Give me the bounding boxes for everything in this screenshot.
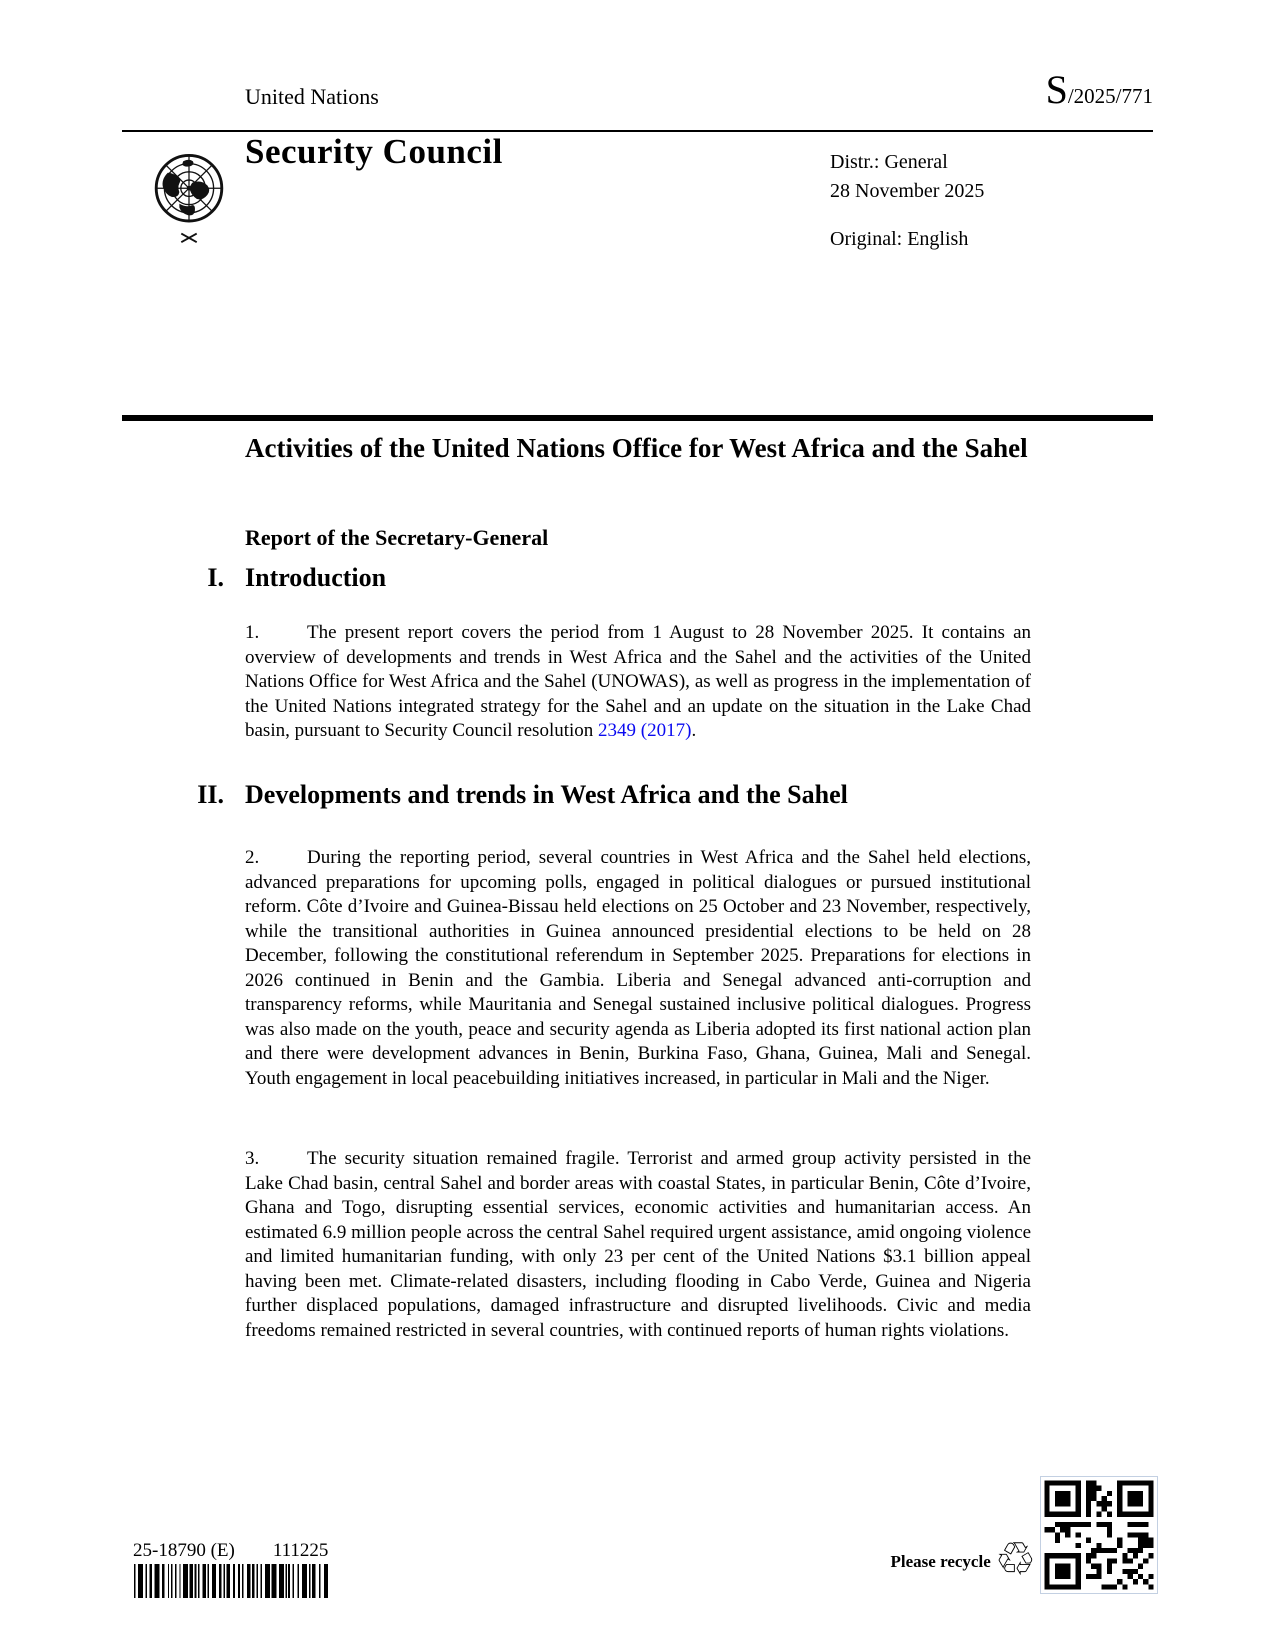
paragraph-1 [245,621,1031,744]
section-heading-developments [188,779,848,811]
recycle-icon: ♲ [994,1532,1036,1586]
please-recycle-label: Please recycle [890,1552,991,1571]
title-rule [122,415,1153,421]
document-subtitle: Report of the Secretary-General [245,525,549,550]
paragraph-text: The security situation remained fragile. Terrorist and armed group activity persisted in the Lake Chad basin, central Sahel and border areas with coastal States, in particular Benin, Côte d’Ivoire, Ghana and Togo, disrupting essential services, economic activities and humanitarian access. An estimated 6.9 million people across the central Sahel required urgent assistance, amid ongoing violence and limited humanitarian funding, with only 23 per cent of the United Nations $3.1 billion appeal having been met. Climate-related disasters, including flooding in Cabo Verde, Guinea and Nigeria further displaced populations, damaged infrastructure and disrupted livelihoods. Civic and media freedoms remained restricted in several countries, with continued reports of human rights violations. [245,1148,1031,1341]
section-heading-label: Introduction [245,563,387,592]
paragraph-number: 2. [245,847,260,868]
organ-name: Security Council [245,132,503,171]
paragraph-text: The present report covers the period from 1 August to 28 November 2025. It contains an overview of developments and trends in West Africa and the Sahel and the activities of the United Nations Office for West Africa and the Sahel (UNOWAS), as well as progress in the implementation of the United Nations integrated strategy for the Sahel and an update on the situation in the Lake Chad basin, pursuant to Security Council resolution [245,622,1031,741]
qr-code-icon [1040,1476,1158,1594]
document-symbol [1046,66,1153,113]
org-name: United Nations [245,84,379,109]
section-heading-label: Developments and trends in West Africa and the Sahel [245,780,848,809]
paragraph-3 [245,1147,1031,1343]
job-number: 25-18790 (E) [133,1540,235,1561]
un-emblem-icon [129,140,249,248]
document-title: Activities of the United Nations Office for West Africa and the Sahel [245,433,1028,463]
barcode-icon [133,1564,335,1603]
resolution-link[interactable]: 2349 (2017) [598,720,692,741]
document-symbol-suffix: /2025/771 [1067,84,1153,108]
job-date-code: 111225 [272,1540,329,1561]
date-line: 28 November 2025 [830,180,985,202]
original-language-line: Original: English [830,228,969,250]
distr-line: Distr.: General [830,151,948,173]
section-numeral: I. [207,563,224,592]
paragraph-text: During the reporting period, several countries in West Africa and the Sahel held elections, advanced preparations for upcoming polls, engaged in political dialogues or pursued institutional reform. Côte d’Ivoire and Guinea-Bissau held elections on 25 October and 23 November, respectively, while the transitional authorities in Guinea announced presidential elections to be held on 28 December, following the constitutional referendum in September 2025. Preparations for elections in 2026 continued in Benin and the Gambia. Liberia and Senegal advanced anti-corruption and transparency reforms, while Mauritania and Senegal sustained inclusive political dialogues. Progress was also made on the youth, peace and security agenda as Liberia adopted its first national action plan and there were development advances in Benin, Burkina Faso, Ghana, Guinea, Mali and Senegal. Youth engagement in local peacebuilding initiatives increased, in particular in Mali and the Niger. [245,847,1031,1089]
paragraph-number: 3. [245,1148,260,1169]
paragraph-number: 1. [245,622,260,643]
section-heading-introduction [188,562,386,594]
section-numeral: II. [197,780,224,809]
document-symbol-prefix: S [1045,67,1068,112]
please-recycle [840,1532,1036,1592]
distr-block [830,148,984,254]
paragraph-text-end: . [691,720,697,741]
paragraph-2 [245,846,1031,1091]
job-number-line [133,1540,328,1562]
